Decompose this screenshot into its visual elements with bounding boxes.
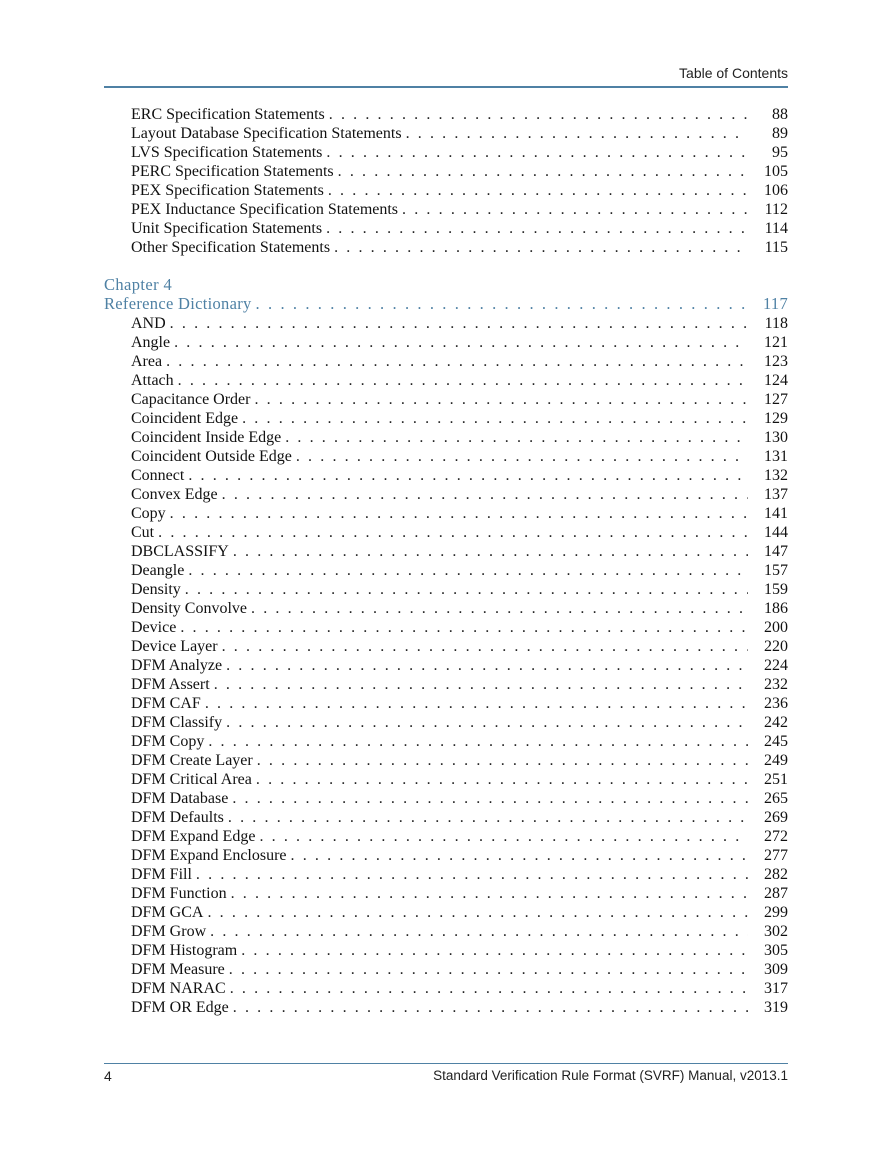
toc-entry-page-number[interactable]: 144 [764,524,788,541]
dot-leader [233,998,748,1017]
toc-entry-page-number[interactable]: 88 [772,106,788,123]
dot-leader [166,352,748,371]
dot-leader [231,884,748,903]
toc-entry-page-number[interactable]: 220 [764,638,788,655]
dot-leader [226,656,748,675]
toc-entry-page-number[interactable]: 287 [764,885,788,902]
toc-entry-title[interactable]: Angle [131,334,171,351]
toc-entry-title[interactable]: DFM Fill [131,866,192,883]
toc-entry-page-number[interactable]: 129 [764,410,788,427]
dot-leader [328,181,748,200]
toc-entry-title[interactable]: Deangle [131,562,185,579]
dot-leader [170,314,748,333]
toc-entry-page-number[interactable]: 115 [764,239,788,256]
toc-entry-title[interactable]: Area [131,353,163,370]
dot-leader [188,466,748,485]
toc-entry-page-number[interactable]: 186 [764,600,788,617]
toc-entry[interactable] [104,637,788,656]
toc-entry[interactable] [104,941,788,960]
toc-entry-page-number[interactable]: 114 [764,220,788,237]
toc-entry-title[interactable]: DFM Function [131,885,227,902]
toc-entry[interactable] [104,599,788,618]
dot-leader [170,504,748,523]
toc-entry-page-number[interactable]: 242 [764,714,788,731]
running-header-title: Table of Contents [679,65,788,81]
toc-entry-title[interactable]: AND [131,315,166,332]
toc-entry-title[interactable]: Device Layer [131,638,218,655]
toc-entry-page-number[interactable]: 305 [764,942,788,959]
toc-entry[interactable] [104,371,788,390]
toc-entry[interactable] [104,143,788,162]
toc-entry[interactable] [104,333,788,352]
toc-entry[interactable] [104,162,788,181]
dot-leader [210,922,748,941]
toc-entry-page-number[interactable]: 127 [764,391,788,408]
dot-leader [285,428,748,447]
dot-leader [207,903,748,922]
toc-entry-title[interactable]: DFM Database [131,790,229,807]
dot-leader [185,580,748,599]
dot-leader [254,390,748,409]
footer-rule [104,1063,788,1064]
footer-page-number: 4 [104,1068,112,1084]
toc-entry-title[interactable]: DFM Critical Area [131,771,252,788]
toc-entry[interactable] [104,675,788,694]
toc-entry-page-number[interactable]: 131 [764,448,788,465]
toc-entry[interactable] [104,447,788,466]
chapter-entry[interactable] [104,294,788,313]
toc-entry[interactable] [104,105,788,124]
toc-entry-title[interactable]: DFM Analyze [131,657,223,674]
toc-entry-page-number[interactable]: 277 [764,847,788,864]
toc-entry-title[interactable]: PEX Inductance Specification Statements [131,201,399,218]
dot-leader [329,105,748,124]
toc-entry[interactable] [104,979,788,998]
toc-entry-title[interactable]: Copy [131,505,166,522]
dot-leader [178,371,748,390]
toc-entry-page-number[interactable]: 112 [764,201,788,218]
dot-leader [326,219,748,238]
toc-entry-title[interactable]: DFM GCA [131,904,204,921]
footer-manual-title: Standard Verification Rule Format (SVRF) Manual, v2013.1 [433,1068,788,1083]
dot-leader [296,447,748,466]
dot-leader [406,124,748,143]
toc-entry[interactable] [104,409,788,428]
dot-leader [230,979,748,998]
dot-leader [226,713,748,732]
toc-entry-title[interactable]: DFM Defaults [131,809,224,826]
toc-entry[interactable] [104,770,788,789]
dot-leader [205,694,748,713]
toc-entry[interactable] [104,618,788,637]
toc-entry-title[interactable]: DBCLASSIFY [131,543,229,560]
toc-entry-title[interactable]: Coincident Outside Edge [131,448,292,465]
toc-entry-page-number[interactable]: 105 [764,163,788,180]
toc-entry[interactable] [104,789,788,808]
toc-entry[interactable] [104,352,788,371]
toc-entry-page-number[interactable]: 95 [772,144,788,161]
toc-entry[interactable] [104,998,788,1017]
dot-leader [174,333,748,352]
toc-entry-page-number[interactable]: 147 [764,543,788,560]
toc-entry[interactable] [104,903,788,922]
prev-section-entries [104,105,788,257]
toc-entry-title[interactable]: DFM CAF [131,695,201,712]
toc-entry-title[interactable]: Density Convolve [131,600,247,617]
toc-entry-title[interactable]: Coincident Edge [131,410,239,427]
toc-entry-title[interactable]: Convex Edge [131,486,218,503]
toc-entry-page-number[interactable]: 251 [764,771,788,788]
toc-entry-title[interactable]: Other Specification Statements [131,239,331,256]
dot-leader [259,827,748,846]
dot-leader [338,162,748,181]
toc-entry-page-number[interactable]: 157 [764,562,788,579]
chapter-label[interactable]: Chapter 4 [104,275,173,294]
toc-entry[interactable] [104,181,788,200]
toc-entry[interactable] [104,523,788,542]
toc-entry[interactable] [104,865,788,884]
dot-leader [242,409,748,428]
toc-entry-page-number[interactable]: 121 [764,334,788,351]
toc-entry-page-number[interactable]: 269 [764,809,788,826]
toc-entry-title[interactable]: DFM Measure [131,961,225,978]
toc-entry[interactable] [104,580,788,599]
dot-leader [251,599,748,618]
toc-entry-title[interactable]: DFM Grow [131,923,207,940]
toc-entry-title[interactable]: DFM Assert [131,676,210,693]
toc-entry-page-number[interactable]: 317 [764,980,788,997]
toc-entry[interactable] [104,827,788,846]
toc-entry-page-number[interactable]: 249 [764,752,788,769]
toc-entry-title[interactable]: Connect [131,467,185,484]
dot-leader [208,732,748,751]
dot-leader [188,561,748,580]
toc-entry-title[interactable]: Density [131,581,181,598]
toc-entry[interactable] [104,504,788,523]
toc-entry[interactable] [104,219,788,238]
toc-entry[interactable] [104,466,788,485]
toc-entry-page-number[interactable]: 200 [764,619,788,636]
toc-entry[interactable] [104,542,788,561]
toc-entry-page-number[interactable]: 106 [764,182,788,199]
toc-entry[interactable] [104,846,788,865]
dot-leader [158,523,748,542]
toc-entry-page-number[interactable]: 130 [764,429,788,446]
dot-leader [402,200,748,219]
toc-entry-title[interactable]: DFM OR Edge [131,999,229,1016]
toc-entry-page-number[interactable]: 299 [764,904,788,921]
toc-entry[interactable] [104,656,788,675]
toc-entry[interactable] [104,751,788,770]
dot-leader [256,294,748,313]
toc-entry-page-number[interactable]: 89 [772,125,788,142]
toc-entry-page-number[interactable]: 309 [764,961,788,978]
toc-entry-page-number[interactable]: 245 [764,733,788,750]
dot-leader [222,637,748,656]
dot-leader [326,143,748,162]
toc-entry[interactable] [104,390,788,409]
dot-leader [233,542,748,561]
dot-leader [214,675,748,694]
toc-entry-title[interactable]: Layout Database Specification Statements [131,125,402,142]
dot-leader [196,865,748,884]
toc-entry[interactable] [104,314,788,333]
chapter-page-number[interactable]: 117 [762,294,788,313]
toc-entry-title[interactable]: DFM Expand Edge [131,828,256,845]
table-of-contents [104,105,788,1017]
toc-entry[interactable] [104,808,788,827]
toc-entry-title[interactable]: DFM Classify [131,714,223,731]
toc-entry-page-number[interactable]: 123 [764,353,788,370]
section-gap [104,257,788,275]
toc-entry[interactable] [104,561,788,580]
toc-entry[interactable] [104,200,788,219]
toc-entry[interactable] [104,960,788,979]
toc-entry-page-number[interactable]: 319 [764,999,788,1016]
dot-leader [222,485,748,504]
toc-entry-title[interactable]: DFM Expand Enclosure [131,847,287,864]
toc-entry-page-number[interactable]: 236 [764,695,788,712]
toc-entry-title[interactable]: DFM NARAC [131,980,226,997]
chapter-title[interactable]: Reference Dictionary [104,294,252,313]
toc-entry[interactable] [104,732,788,751]
dot-leader [257,751,748,770]
toc-entry[interactable] [104,485,788,504]
dot-leader [334,238,748,257]
toc-entry-title[interactable]: PEX Specification Statements [131,182,324,199]
toc-entry-title[interactable]: Coincident Inside Edge [131,429,282,446]
toc-entry[interactable] [104,124,788,143]
toc-entry[interactable] [104,428,788,447]
toc-entry-page-number[interactable]: 282 [764,866,788,883]
dot-leader [232,789,748,808]
toc-entry-title[interactable]: Capacitance Order [131,391,251,408]
toc-entry[interactable] [104,694,788,713]
toc-entry-title[interactable]: Cut [131,524,155,541]
toc-entry-title[interactable]: LVS Specification Statements [131,144,323,161]
toc-entry-title[interactable]: Attach [131,372,174,389]
toc-entry-page-number[interactable]: 124 [764,372,788,389]
toc-entry[interactable] [104,238,788,257]
toc-entry-page-number[interactable]: 118 [764,315,788,332]
toc-entry-page-number[interactable]: 272 [764,828,788,845]
toc-entry-title[interactable]: PERC Specification Statements [131,163,334,180]
dot-leader [291,846,748,865]
toc-entry[interactable] [104,922,788,941]
dot-leader [229,960,748,979]
toc-entry-page-number[interactable]: 265 [764,790,788,807]
toc-entry-page-number[interactable]: 141 [764,505,788,522]
toc-entry-page-number[interactable]: 232 [764,676,788,693]
dot-leader [241,941,748,960]
toc-entry-title[interactable]: ERC Specification Statements [131,106,325,123]
toc-entry-title[interactable]: Device [131,619,177,636]
toc-entry-page-number[interactable]: 302 [764,923,788,940]
toc-entry-title[interactable]: Unit Specification Statements [131,220,323,237]
toc-entry-title[interactable]: DFM Histogram [131,942,238,959]
toc-entry[interactable] [104,713,788,732]
toc-entry-page-number[interactable]: 224 [764,657,788,674]
toc-entry[interactable] [104,884,788,903]
dot-leader [180,618,748,637]
toc-entry-title[interactable]: DFM Copy [131,733,205,750]
toc-entry-page-number[interactable]: 132 [764,467,788,484]
chapter-entries [104,314,788,1017]
header-rule [104,86,788,88]
toc-entry-title[interactable]: DFM Create Layer [131,752,253,769]
dot-leader [256,770,748,789]
toc-entry-page-number[interactable]: 159 [764,581,788,598]
toc-entry-page-number[interactable]: 137 [764,486,788,503]
dot-leader [228,808,748,827]
